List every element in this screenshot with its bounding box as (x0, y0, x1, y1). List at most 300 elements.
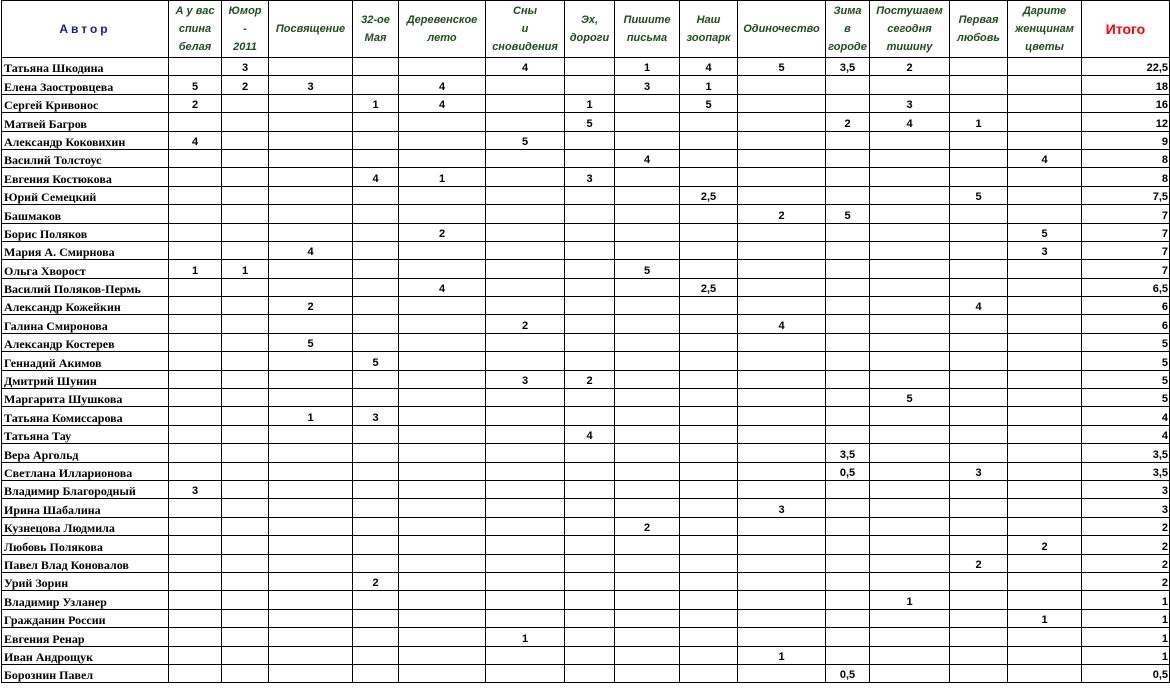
score-cell (738, 352, 826, 370)
score-cell (680, 425, 738, 443)
score-cell (353, 370, 399, 388)
score-cell (353, 131, 399, 149)
score-cell (353, 315, 399, 333)
score-cell (565, 554, 615, 572)
score-cell (486, 444, 565, 462)
header-row (2, 1, 1170, 58)
score-cell (353, 297, 399, 315)
work-column-header (870, 1, 950, 58)
total-cell: 0,5 (1082, 664, 1170, 682)
score-cell (565, 591, 615, 609)
score-cell (1008, 425, 1082, 443)
table-row (2, 572, 1170, 590)
score-cell (565, 572, 615, 590)
score-cell (353, 425, 399, 443)
score-cell (738, 241, 826, 259)
author-name-cell: Александр Коковихин (2, 131, 169, 149)
work-title-line: лето (427, 32, 457, 44)
score-cell (399, 186, 486, 204)
total-cell: 3 (1082, 499, 1170, 517)
work-title-line: Юмор (228, 5, 262, 17)
score-cell (353, 149, 399, 167)
author-name-cell: Кузнецова Людмила (2, 517, 169, 535)
score-cell (615, 131, 680, 149)
work-title-line: Эх, (580, 14, 599, 26)
score-cell: 2 (565, 370, 615, 388)
score-cell (399, 536, 486, 554)
total-cell: 7 (1082, 205, 1170, 223)
score-cell (1008, 480, 1082, 498)
work-title-line: любовь (957, 32, 1000, 44)
score-cell (738, 131, 826, 149)
score-cell (565, 389, 615, 407)
score-cell (615, 591, 680, 609)
score-cell (169, 628, 222, 646)
score-cell: 2 (399, 223, 486, 241)
score-cell (399, 205, 486, 223)
score-cell (353, 591, 399, 609)
work-title-line: Пишите (623, 14, 671, 26)
work-title-line: в (844, 23, 851, 35)
score-cell (1008, 664, 1082, 682)
score-cell (486, 517, 565, 535)
score-cell (269, 389, 353, 407)
score-cell (870, 315, 950, 333)
score-cell (1008, 444, 1082, 462)
score-cell (565, 278, 615, 296)
score-cell (826, 131, 870, 149)
score-cell (353, 58, 399, 76)
score-cell (353, 113, 399, 131)
score-cell (222, 646, 269, 664)
score-cell (169, 646, 222, 664)
score-cell (680, 499, 738, 517)
author-name-cell: Владимир Благородный (2, 480, 169, 498)
score-cell (950, 646, 1008, 664)
score-cell (615, 536, 680, 554)
score-cell: 5 (1008, 223, 1082, 241)
score-cell (269, 58, 353, 76)
work-column-header (826, 1, 870, 58)
score-cell (950, 591, 1008, 609)
score-cell (826, 315, 870, 333)
score-cell (269, 131, 353, 149)
score-cell (222, 168, 269, 186)
total-cell: 5 (1082, 370, 1170, 388)
score-cell: 4 (399, 76, 486, 94)
score-cell (399, 609, 486, 627)
score-cell (950, 315, 1008, 333)
score-cell: 1 (870, 591, 950, 609)
score-cell (353, 186, 399, 204)
author-name-cell: Александр Кожейкин (2, 297, 169, 315)
score-cell (870, 278, 950, 296)
work-title-line: 32-ое (361, 14, 390, 26)
score-cell (269, 572, 353, 590)
score-cell (399, 517, 486, 535)
total-cell: 4 (1082, 425, 1170, 443)
score-cell (269, 499, 353, 517)
score-cell (269, 352, 353, 370)
work-title-line: Дарите (1022, 5, 1067, 17)
score-cell (1008, 462, 1082, 480)
score-cell (615, 462, 680, 480)
score-cell (169, 297, 222, 315)
table-row (2, 58, 1170, 76)
score-cell (169, 462, 222, 480)
table-row (2, 389, 1170, 407)
score-cell (169, 536, 222, 554)
score-cell (222, 241, 269, 259)
score-cell (680, 407, 738, 425)
score-cell (269, 205, 353, 223)
score-cell (680, 646, 738, 664)
score-cell: 4 (269, 241, 353, 259)
total-cell: 6 (1082, 315, 1170, 333)
score-cell: 1 (615, 58, 680, 76)
score-cell: 3,5 (826, 444, 870, 462)
score-cell (950, 370, 1008, 388)
score-cell (169, 168, 222, 186)
score-cell (738, 517, 826, 535)
table-row (2, 260, 1170, 278)
score-cell (1008, 352, 1082, 370)
total-cell: 12 (1082, 113, 1170, 131)
score-cell (399, 260, 486, 278)
score-cell (269, 554, 353, 572)
score-cell: 2 (738, 205, 826, 223)
score-cell (486, 260, 565, 278)
score-cell (680, 591, 738, 609)
score-cell (222, 572, 269, 590)
score-cell (169, 499, 222, 517)
score-cell (950, 149, 1008, 167)
score-cell (486, 113, 565, 131)
score-cell (870, 168, 950, 186)
score-cell (615, 297, 680, 315)
score-cell: 2 (1008, 536, 1082, 554)
score-cell (486, 572, 565, 590)
score-cell: 1 (565, 94, 615, 112)
score-cell (826, 168, 870, 186)
score-cell (399, 499, 486, 517)
score-cell (269, 664, 353, 682)
score-cell (1008, 76, 1082, 94)
score-cell (222, 278, 269, 296)
score-cell (738, 370, 826, 388)
score-cell: 3 (870, 94, 950, 112)
total-cell: 1 (1082, 609, 1170, 627)
score-cell (222, 370, 269, 388)
score-cell: 2 (269, 297, 353, 315)
work-title-line: белая (178, 41, 212, 53)
score-cell (169, 113, 222, 131)
score-cell (826, 149, 870, 167)
score-cell (870, 223, 950, 241)
score-cell (399, 352, 486, 370)
score-cell (738, 425, 826, 443)
score-cell: 4 (169, 131, 222, 149)
author-name-cell: Дмитрий Шунин (2, 370, 169, 388)
score-cell (565, 609, 615, 627)
score-cell (169, 425, 222, 443)
author-column-header: Автор (2, 1, 169, 58)
score-cell (486, 205, 565, 223)
score-cell (222, 444, 269, 462)
score-cell: 4 (565, 425, 615, 443)
score-cell (615, 664, 680, 682)
score-cell (615, 94, 680, 112)
score-cell: 5 (826, 205, 870, 223)
author-name-cell: Евгения Ренар (2, 628, 169, 646)
score-cell: 3 (269, 76, 353, 94)
score-cell (826, 646, 870, 664)
score-cell (486, 480, 565, 498)
score-cell: 1 (1008, 609, 1082, 627)
score-cell (169, 572, 222, 590)
work-column-header (738, 1, 826, 58)
author-name-cell: Евгения Костюкова (2, 168, 169, 186)
total-cell: 2 (1082, 572, 1170, 590)
score-cell (222, 536, 269, 554)
score-cell (615, 205, 680, 223)
table-row (2, 499, 1170, 517)
score-cell (565, 499, 615, 517)
score-cell: 0,5 (826, 664, 870, 682)
score-cell (950, 260, 1008, 278)
score-cell (565, 315, 615, 333)
score-cell (738, 536, 826, 554)
work-title-line: сновидения (492, 41, 558, 53)
score-cell (169, 591, 222, 609)
table-row (2, 352, 1170, 370)
score-cell (269, 149, 353, 167)
score-cell (169, 664, 222, 682)
score-cell (738, 407, 826, 425)
score-cell (399, 131, 486, 149)
score-cell (950, 352, 1008, 370)
author-name-cell: Башмаков (2, 205, 169, 223)
score-cell: 4 (399, 278, 486, 296)
table-row (2, 407, 1170, 425)
author-name-cell: Борознин Павел (2, 664, 169, 682)
score-cell (870, 536, 950, 554)
table-row (2, 646, 1170, 664)
score-cell (1008, 628, 1082, 646)
score-cell (565, 205, 615, 223)
score-cell (870, 131, 950, 149)
score-cell (738, 260, 826, 278)
score-cell (222, 94, 269, 112)
score-cell (826, 499, 870, 517)
score-cell: 5 (486, 131, 565, 149)
score-cell (222, 223, 269, 241)
score-cell (950, 223, 1008, 241)
score-cell (486, 352, 565, 370)
score-cell (486, 297, 565, 315)
score-cell (169, 241, 222, 259)
score-cell (826, 517, 870, 535)
score-cell (1008, 278, 1082, 296)
score-cell (222, 591, 269, 609)
score-cell (680, 572, 738, 590)
score-cell (565, 536, 615, 554)
score-cell (565, 58, 615, 76)
work-title-line: Первая (958, 14, 999, 26)
work-column-header (680, 1, 738, 58)
score-cell: 4 (615, 149, 680, 167)
score-cell: 4 (738, 315, 826, 333)
score-cell (169, 517, 222, 535)
score-cell (870, 333, 950, 351)
score-cell (826, 591, 870, 609)
score-cell (870, 149, 950, 167)
score-cell (399, 407, 486, 425)
score-cell (269, 186, 353, 204)
score-cell (950, 278, 1008, 296)
score-cell (486, 333, 565, 351)
author-name-cell: Сергей Кривонос (2, 94, 169, 112)
score-cell (353, 389, 399, 407)
score-cell (565, 76, 615, 94)
score-cell (950, 425, 1008, 443)
score-cell (680, 297, 738, 315)
score-cell (826, 407, 870, 425)
table-row (2, 609, 1170, 627)
author-name-cell: Татьяна Тау (2, 425, 169, 443)
score-cell (950, 76, 1008, 94)
work-column-header (565, 1, 615, 58)
score-cell (738, 149, 826, 167)
score-cell: 2,5 (680, 278, 738, 296)
score-cell (269, 94, 353, 112)
author-name-cell: Маргарита Шушкова (2, 389, 169, 407)
work-column-header (222, 1, 269, 58)
score-cell (1008, 205, 1082, 223)
score-cell (399, 315, 486, 333)
score-cell: 2 (950, 554, 1008, 572)
score-cell (615, 572, 680, 590)
score-cell: 3 (950, 462, 1008, 480)
score-cell (870, 370, 950, 388)
score-cell (680, 260, 738, 278)
table-row (2, 480, 1170, 498)
score-cell (399, 628, 486, 646)
score-cell: 3 (1008, 241, 1082, 259)
score-cell (565, 517, 615, 535)
score-cell (222, 499, 269, 517)
score-cell (486, 664, 565, 682)
author-name-cell: Елена Заостровцева (2, 76, 169, 94)
score-cell (738, 664, 826, 682)
score-cell (269, 609, 353, 627)
score-cell (615, 352, 680, 370)
score-cell (486, 462, 565, 480)
score-cell (222, 186, 269, 204)
work-title-line: Зима (833, 5, 862, 17)
score-cell (486, 554, 565, 572)
score-cell (870, 664, 950, 682)
work-title-line: Деревенское (406, 14, 478, 26)
score-cell: 0,5 (826, 462, 870, 480)
score-cell (1008, 646, 1082, 664)
score-cell (950, 94, 1008, 112)
score-cell: 5 (269, 333, 353, 351)
score-cell (738, 480, 826, 498)
score-cell (826, 370, 870, 388)
score-cell (615, 333, 680, 351)
score-cell (680, 241, 738, 259)
score-cell (399, 370, 486, 388)
score-cell (353, 628, 399, 646)
score-cell (353, 536, 399, 554)
score-cell (950, 389, 1008, 407)
score-cell (353, 76, 399, 94)
score-cell (738, 76, 826, 94)
score-cell (826, 425, 870, 443)
score-cell (269, 113, 353, 131)
table-body (2, 58, 1170, 683)
table-row (2, 223, 1170, 241)
total-cell: 8 (1082, 168, 1170, 186)
score-cell (615, 425, 680, 443)
score-cell (169, 370, 222, 388)
table-row (2, 94, 1170, 112)
score-cell (399, 462, 486, 480)
score-cell (950, 499, 1008, 517)
score-cell (399, 389, 486, 407)
score-cell (399, 664, 486, 682)
total-column-header: Итого (1082, 1, 1170, 58)
score-cell (222, 628, 269, 646)
score-cell (486, 94, 565, 112)
score-cell (870, 205, 950, 223)
score-cell (353, 554, 399, 572)
score-cell (826, 554, 870, 572)
score-cell: 4 (870, 113, 950, 131)
total-cell: 1 (1082, 591, 1170, 609)
score-cell (870, 352, 950, 370)
table-row (2, 444, 1170, 462)
score-cell (353, 462, 399, 480)
score-cell: 5 (738, 58, 826, 76)
score-cell (399, 591, 486, 609)
score-cell: 3 (615, 76, 680, 94)
score-cell (615, 389, 680, 407)
score-cell (222, 480, 269, 498)
score-cell: 5 (870, 389, 950, 407)
score-cell (169, 278, 222, 296)
work-title-line: Посвящение (275, 23, 346, 35)
score-cell (680, 628, 738, 646)
score-cell (826, 536, 870, 554)
score-cell (738, 297, 826, 315)
score-cell (222, 149, 269, 167)
work-title-line: зоопарк (686, 32, 731, 44)
score-cell (565, 333, 615, 351)
score-cell (486, 499, 565, 517)
total-cell: 3,5 (1082, 462, 1170, 480)
table-header (2, 1, 1170, 58)
author-name-cell: Светлана Илларионова (2, 462, 169, 480)
score-cell (486, 278, 565, 296)
score-cell (486, 536, 565, 554)
score-cell: 4 (680, 58, 738, 76)
score-cell (486, 223, 565, 241)
score-cell: 1 (486, 628, 565, 646)
score-cell (399, 444, 486, 462)
score-cell: 5 (615, 260, 680, 278)
